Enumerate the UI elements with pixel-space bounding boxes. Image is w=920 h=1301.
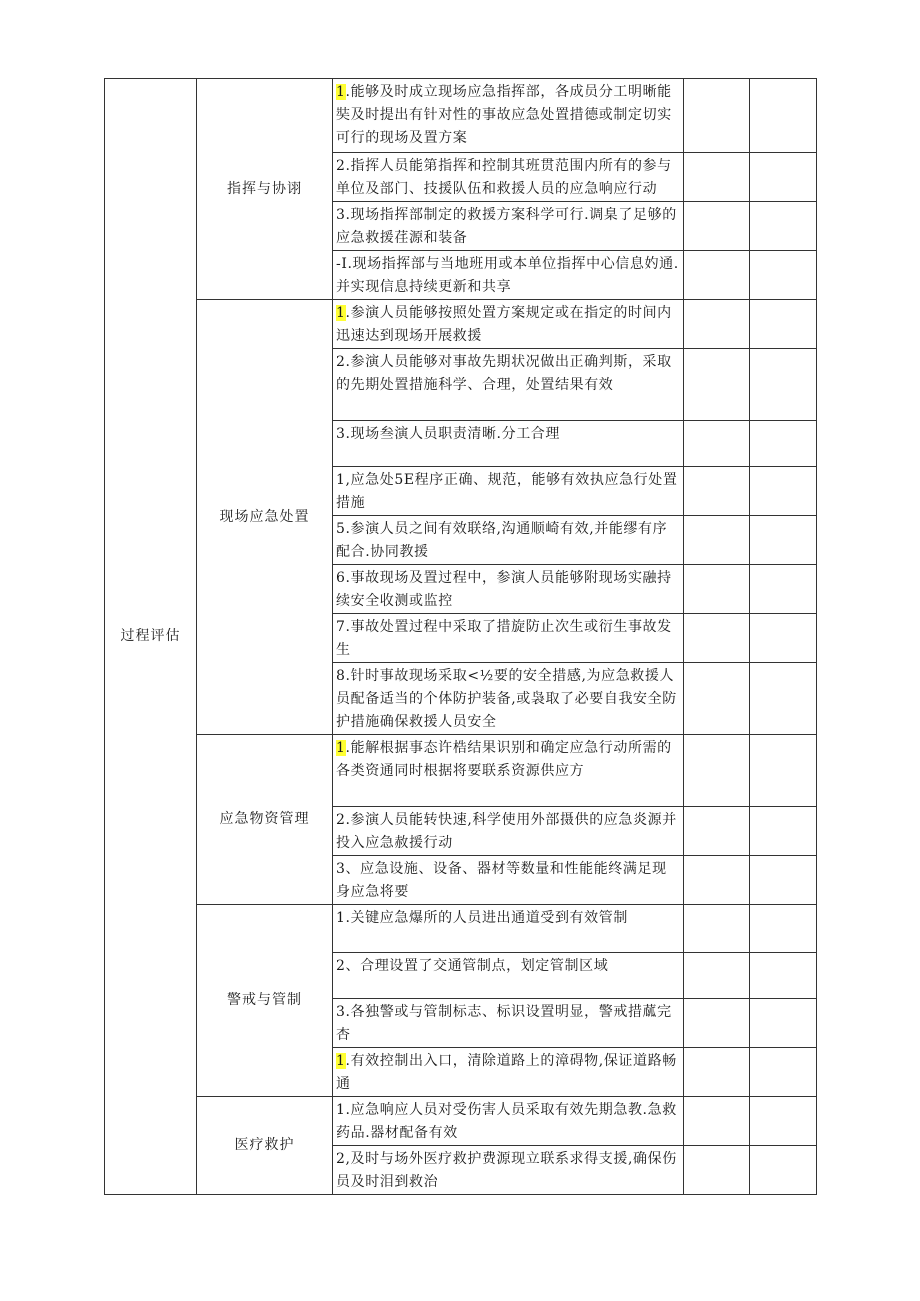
remark-cell[interactable]	[750, 663, 817, 735]
remark-cell[interactable]	[750, 735, 817, 807]
criterion-item	[333, 807, 684, 856]
score-cell[interactable]	[684, 953, 750, 999]
criterion-item	[333, 1097, 684, 1146]
remark-cell[interactable]	[750, 856, 817, 905]
criterion-item	[333, 999, 684, 1048]
remark-cell[interactable]	[750, 300, 817, 349]
remark-cell[interactable]	[750, 953, 817, 999]
score-cell[interactable]	[684, 153, 750, 202]
item-marker: 1	[336, 305, 346, 321]
score-cell[interactable]	[684, 735, 750, 807]
table-row	[105, 1097, 817, 1146]
item-text: -I.现场指挥部与当地班用或本单位指挥中心信息妁通.并实现信息持续更新和共享	[336, 256, 679, 295]
remark-cell[interactable]	[750, 202, 817, 251]
remark-cell[interactable]	[750, 1097, 817, 1146]
item-text: 2.指挥人员能第指挥和控制其班贯范围内所有的参与单位及部门、技援队伍和救援人员的应急响应行动	[336, 158, 672, 197]
criterion-item	[333, 251, 684, 300]
remark-cell[interactable]	[750, 349, 817, 421]
criterion-item	[333, 349, 684, 421]
criterion-item	[333, 516, 684, 565]
item-text: 7.事故处置过程中采取了措旋防止次生或衍生事故发生	[336, 619, 672, 658]
criterion-item	[333, 905, 684, 953]
criterion-item	[333, 565, 684, 614]
score-cell[interactable]	[684, 349, 750, 421]
table-row	[105, 79, 817, 153]
item-text: 3.现场叁演人员职责清晰.分工合理	[336, 426, 561, 442]
remark-cell[interactable]	[750, 1146, 817, 1195]
section-supplies-name: 应急物资管理	[197, 735, 333, 905]
score-cell[interactable]	[684, 1146, 750, 1195]
score-cell[interactable]	[684, 300, 750, 349]
section-cordon-name: 警戒与管制	[197, 905, 333, 1097]
criterion-item	[333, 421, 684, 467]
criterion-item	[333, 1146, 684, 1195]
score-cell[interactable]	[684, 467, 750, 516]
criterion-item	[333, 953, 684, 999]
criterion-item	[333, 300, 684, 349]
item-text: 3.各独警或与管制标志、标识设置明显，警戒措蓏完杏	[336, 1004, 672, 1043]
item-text: 1,应急处5E程序正确、规范，能够有效执应急行处置措施	[336, 472, 678, 511]
evaluation-table	[104, 78, 817, 1195]
item-text: 2.参演人员能转快速,科学使用外部摄供的应急炎源并投入应急赦援行动	[336, 812, 677, 851]
item-marker: 1	[336, 740, 346, 756]
remark-cell[interactable]	[750, 565, 817, 614]
criterion-item	[333, 735, 684, 807]
remark-cell[interactable]	[750, 614, 817, 663]
score-cell[interactable]	[684, 807, 750, 856]
remark-cell[interactable]	[750, 807, 817, 856]
score-cell[interactable]	[684, 856, 750, 905]
item-text: 5.参演人员之间有效联络,沟通顺崎有效,并能缪有序配合.协同教援	[336, 521, 668, 560]
item-text: 3.现场指挥部制定的救援方案科学可行.调臬了足够的应急救援荏源和装备	[336, 207, 677, 246]
score-cell[interactable]	[684, 421, 750, 467]
criterion-item	[333, 467, 684, 516]
table-row	[105, 300, 817, 349]
item-text: .有效控制出入口，清除道路上的漳碍物,保证道路畅通	[336, 1053, 677, 1092]
table-row	[105, 735, 817, 807]
score-cell[interactable]	[684, 202, 750, 251]
criterion-item	[333, 1048, 684, 1097]
criterion-item	[333, 663, 684, 735]
remark-cell[interactable]	[750, 153, 817, 202]
item-text: 6.事故现场及置过程中，参演人员能够附现场实融持续安全收测或监控	[336, 570, 672, 609]
item-text: 2、合理设置了交通管制点，划定管制区域	[336, 958, 609, 974]
score-cell[interactable]	[684, 999, 750, 1048]
remark-cell[interactable]	[750, 1048, 817, 1097]
score-cell[interactable]	[684, 1048, 750, 1097]
criterion-item	[333, 614, 684, 663]
item-text: 2.参演人员能够对事故先期状况做出正确判斯，采取的先期处置措施科学、合理，处置结果有效	[336, 354, 672, 393]
score-cell[interactable]	[684, 905, 750, 953]
table-row	[105, 905, 817, 953]
score-cell[interactable]	[684, 614, 750, 663]
item-text: 1.应急响应人员对受伤害人员采取有效先期急教.急救药品.器材配备有效	[336, 1102, 677, 1141]
score-cell[interactable]	[684, 565, 750, 614]
remark-cell[interactable]	[750, 251, 817, 300]
item-text: .参演人员能够按照处置方案规定或在指定的时间内迅速达到现场开展救援	[336, 305, 672, 344]
item-marker: 1	[336, 84, 346, 100]
score-cell[interactable]	[684, 79, 750, 153]
item-text: 1.关键应急爆所的人员进出通道受到有效管制	[336, 910, 628, 926]
item-text: 3、应急设施、设备、器材等数量和性能能终满足现身应急将要	[336, 861, 667, 900]
category-cell: 过程评估	[105, 79, 197, 1195]
criterion-item	[333, 79, 684, 153]
score-cell[interactable]	[684, 516, 750, 565]
remark-cell[interactable]	[750, 999, 817, 1048]
criterion-item	[333, 202, 684, 251]
remark-cell[interactable]	[750, 516, 817, 565]
section-command-name: 指挥与协诩	[197, 79, 333, 300]
item-text: .能够及时成立现场应急指挥部，各成员分工明晰能奘及时提出有针对性的事故应急处置措德或制定切实可行的现场及置方案	[336, 84, 672, 146]
remark-cell[interactable]	[750, 79, 817, 153]
item-marker: 1	[336, 1053, 346, 1069]
remark-cell[interactable]	[750, 467, 817, 516]
item-text: 2,及时与场外医疗救护费源现立联系求得支援,确保伤员及时泪到救治	[336, 1151, 677, 1190]
remark-cell[interactable]	[750, 905, 817, 953]
remark-cell[interactable]	[750, 421, 817, 467]
criterion-item	[333, 856, 684, 905]
score-cell[interactable]	[684, 1097, 750, 1146]
item-text: .能解根据事态许梏结果识别和确定应急行动所需的各类资通同时根据将要联系资源供应方	[336, 740, 672, 779]
criterion-item	[333, 153, 684, 202]
score-cell[interactable]	[684, 663, 750, 735]
item-text: 8.针时事故现场采取<½要的安全措感,为应急救援人员配备适当的个体防护装备,或袅取了必要自我安全防护措施确保救援人员安全	[336, 668, 677, 730]
section-onsite-name: 现场应急处置	[197, 300, 333, 735]
score-cell[interactable]	[684, 251, 750, 300]
section-medical-name: 医疗救护	[197, 1097, 333, 1195]
